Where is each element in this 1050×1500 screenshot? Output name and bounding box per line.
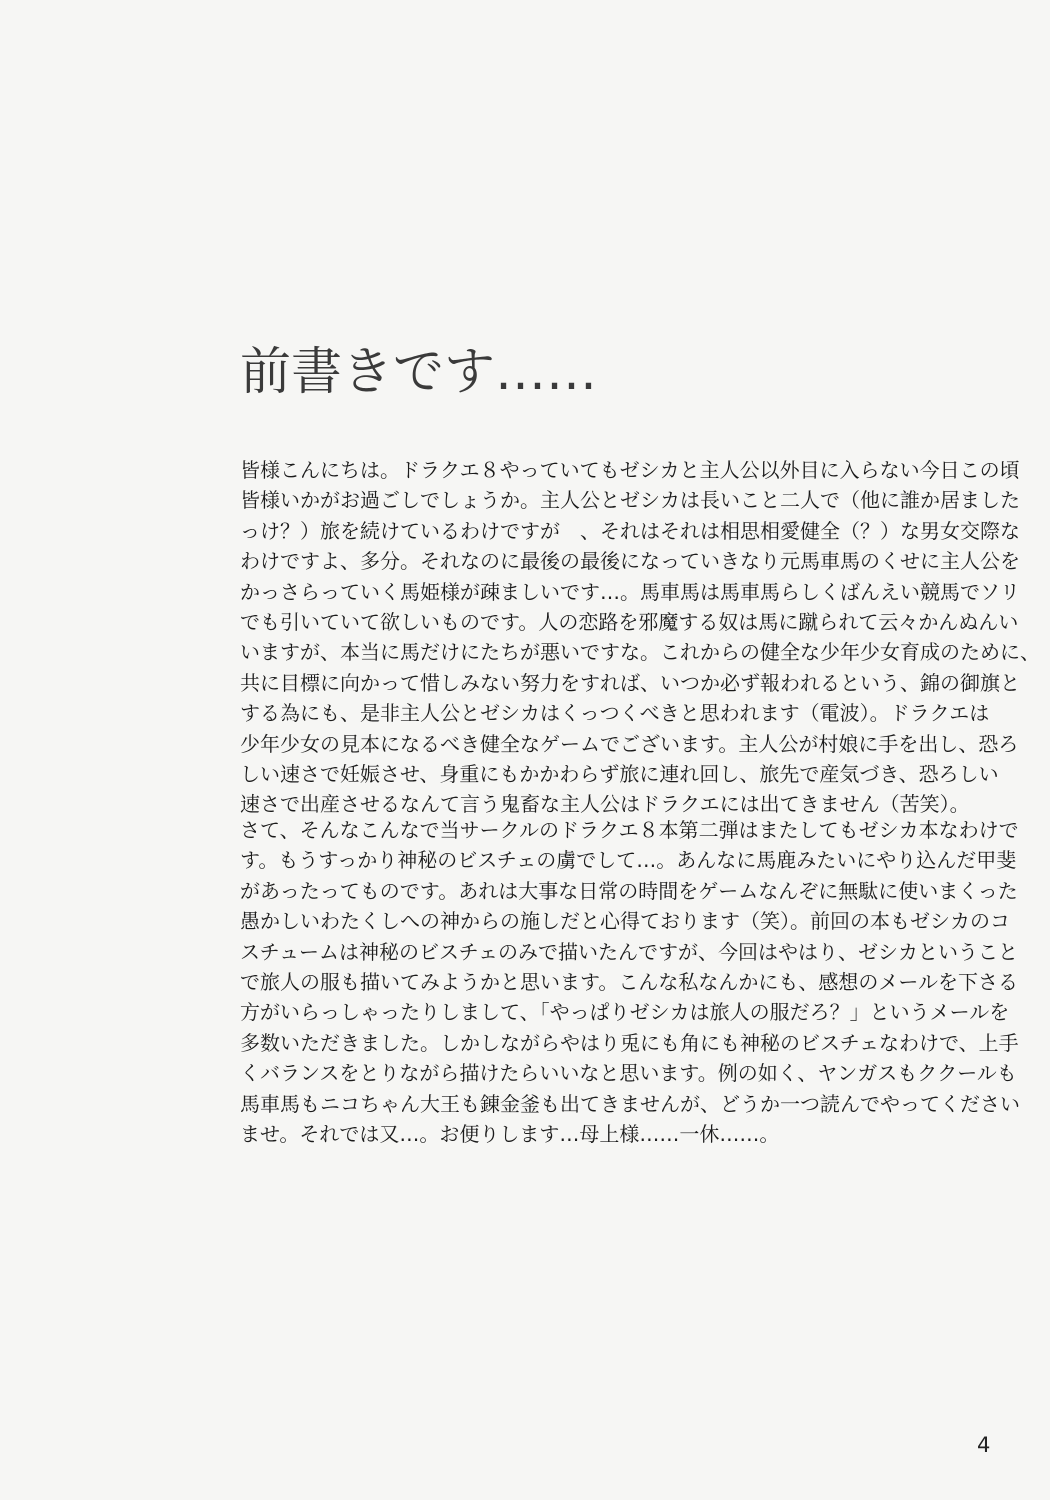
text-line: 方がいらっしゃったりしまして、「やっぱりゼシカは旅人の服だろ？」というメールを [240, 1000, 1010, 1025]
text-line: さて、そんなこんなで当サークルのドラクエ８本第二弾はまたしてもゼシカ本なわけで [240, 818, 1019, 842]
text-line: かっさらっていく馬姫様が疎ましいです…。馬車馬は馬車馬らしくばんえい競馬でソリ [240, 579, 1020, 604]
text-line: ませ。それでは又…。お便りします…母上様……一休……。 [240, 1121, 780, 1146]
text-line: 速さで出産させるなんて言う鬼畜な主人公はドラクエには出てきません（苦笑）。 [240, 792, 970, 817]
text-line: いますが、本当に馬だけにたちが悪いですな。これからの健全な少年少女育成のために、 [240, 640, 1040, 665]
text-line: しい速さで妊娠させ、身重にもかかわらず旅に連れ回し、旅先で産気づき、恐ろしい [240, 761, 999, 786]
text-line: くバランスをとりながら描けたらいいなと思います。例の如く、ヤンガスもククールも [240, 1061, 1017, 1086]
text-line: でも引いていて欲しいものです。人の恋路を邪魔する奴は馬に蹴られて云々かんぬんい [240, 609, 1019, 634]
text-line: する為にも、是非主人公とゼシカはくっつくべきと思われます（電波）。ドラクエは [240, 701, 990, 726]
text-line: わけですよ、多分。それなのに最後の最後になっていきなり元馬車馬のくせに主人公を [240, 549, 1020, 574]
text-line: スチュームは神秘のビスチェのみで描いたんですが、今回はやはり、ゼシカということ [240, 939, 1018, 964]
text-line: があったってものです。あれは大事な日常の時間をゲームなんぞに無駄に使いまくった [240, 878, 1018, 903]
page-title: 前書きです…… [240, 343, 598, 402]
paragraph-2 [240, 815, 1020, 1149]
text-line: 皆様いかがお過ごしでしょうか。主人公とゼシカは長いこと二人で（他に誰か居ました [240, 488, 1020, 513]
text-line: 共に目標に向かって惜しみない努力をすれば、いつか必ず報われるという、錦の御旗と [240, 670, 1020, 695]
text-line: っけ？）旅を続けているわけですが 、それはそれは相思相愛健全（？）な男女交際な [240, 518, 1020, 543]
text-line: 愚かしいわたくしへの神からの施しだと心得ております（笑）。前回の本もゼシカのコ [240, 909, 1010, 934]
text-line: 皆様こんにちは。ドラクエ８やっていてもゼシカと主人公以外目に入らない今日この頃 [240, 458, 1020, 482]
paragraph-1 [240, 455, 1040, 820]
text-line: 少年少女の見本になるべき健全なゲームでございます。主人公が村娘に手を出し、恐ろ [240, 731, 1019, 756]
text-line: で旅人の服も描いてみようかと思います。こんな私なんかにも、感想のメールを下さる [240, 969, 1018, 994]
text-line: 多数いただきました。しかしながらやはり兎にも角にも神秘のビスチェなわけで、上手 [240, 1030, 1019, 1055]
page-number: 4 [977, 1433, 991, 1457]
text-line: 馬車馬もニコちゃん大王も錬金釜も出てきませんが、どうか一つ読んでやってください [240, 1091, 1020, 1116]
text-line: す。もうすっかり神秘のビスチェの虜でして…。あんなに馬鹿みたいにやり込んだ甲斐 [240, 848, 1017, 873]
